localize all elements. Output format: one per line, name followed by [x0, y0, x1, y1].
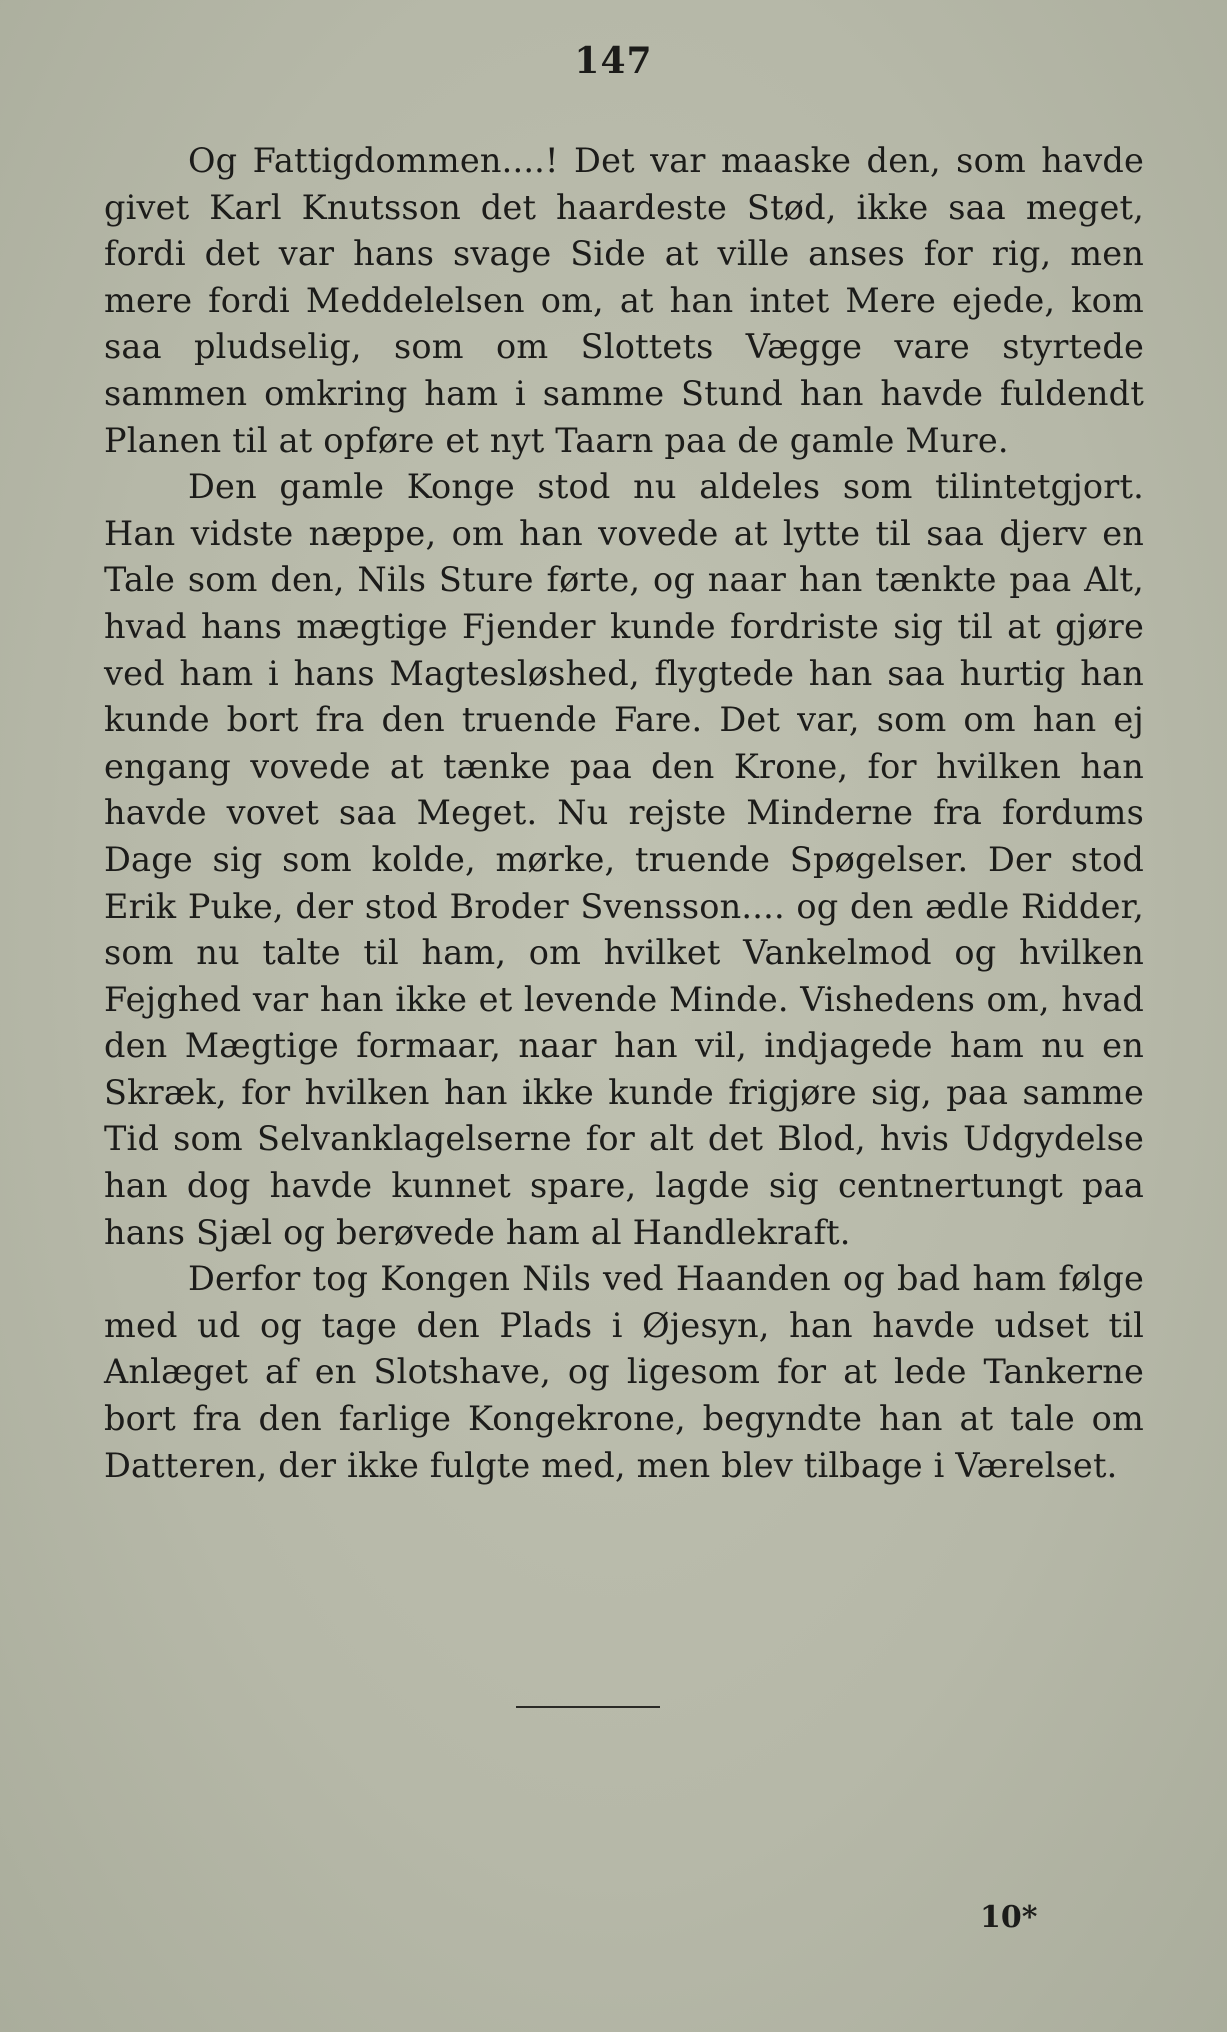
- paragraph-1: Og Fattigdommen....! Det var maaske den, som havde givet Karl Knutsson det haardeste Stød, ikke saa meget, fordi det var hans svage Side at ville anses for rig, men mere fordi Meddelelsen om, at han intet Mere ejede, kom saa pludselig, som om Slottets Vægge vare styrtede sammen omkring ham i samme Stund han havde fuldendt Planen til at opføre et nyt Taarn paa de gamle Mure.: [104, 141, 1144, 460]
- paragraph-3: Derfor tog Kongen Nils ved Haanden og bad ham følge med ud og tage den Plads i Øjesyn, han havde udset til Anlæget af en Slotshave, og ligesom for at lede Tankerne bort fra den farlige Kongekrone, begyndte han at tale om Datteren, der ikke fulgte med, men blev tilbage i Værelset.: [104, 1259, 1144, 1485]
- section-divider: [516, 1706, 660, 1708]
- signature-mark: 10*: [980, 1900, 1038, 1935]
- page-number: 147: [574, 40, 653, 82]
- paragraph-2: Den gamle Konge stod nu aldeles som tilintetgjort. Han vidste næppe, om han vovede at lytte til saa djerv en Tale som den, Nils Sture førte, og naar han tænkte paa Alt, hvad hans mægtige Fjender kunde fordriste sig til at gjøre ved ham i hans Magtesløshed, flygtede han saa hurtig han kunde bort fra den truende Fare. Det var, som om han ej engang vovede at tænke paa den Krone, for hvilken han havde vovet saa Meget. Nu rejste Minderne fra fordums Dage sig som kolde, mørke, truende Spøgelser. Der stod Erik Puke, der stod Broder Svensson.... og den ædle Ridder, som nu talte til ham, om hvilket Vankelmod og hvilken Fejghed var han ikke et levende Minde. Vishedens om, hvad den Mægtige formaar, naar han vil, indjagede ham nu en Skræk, for hvilken han ikke kunde frigjøre sig, paa samme Tid som Selvanklagelserne for alt det Blod, hvis Udgydelse han dog havde kunnet spare, lagde sig centnertungt paa hans Sjæl og berøvede ham al Handlekraft.: [104, 467, 1144, 1252]
- body-text: [104, 138, 1144, 1489]
